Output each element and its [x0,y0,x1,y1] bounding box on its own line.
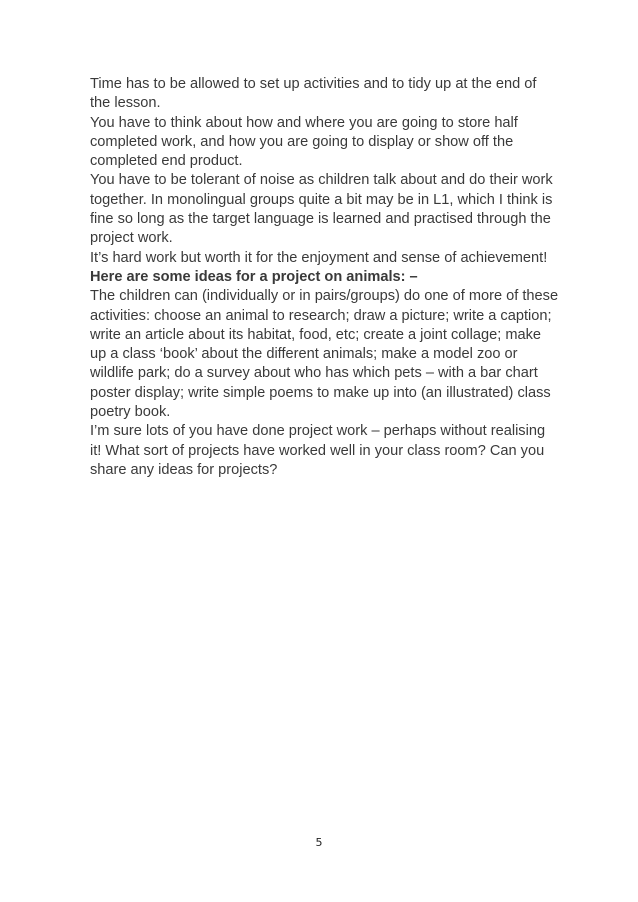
body-text [90,75,560,480]
page-number: 5 [315,836,323,849]
paragraph-noise: You have to be tolerant of noise as children talk about and do their work together. In monolingual groups quite a bit may be in L1, which I think is fine so long as the target language is learned and practised through the project work. [90,172,553,247]
section-heading-animal-project: Here are some ideas for a project on animals: – [90,268,418,285]
paragraph-activities: The children can (individually or in pairs/groups) do one of more of these activities: choose an animal to research; draw a picture; write a caption; write an article about its habitat, food, etc; create a joint collage; make up a class ‘book’ about the different animals; make a model zoo or wildlife park; do a survey about who has which pets – with a bar chart poster display; write simple poems to make up into (an illustrated) class poetry book. [90,288,559,421]
paragraph-hard-work: It’s hard work but worth it for the enjoyment and sense of achievement! [90,249,548,266]
paragraph-share-ideas: I’m sure lots of you have done project work – perhaps without realising it! What sort of projects have worked well in your class room? Can you share any ideas for projects? [90,423,546,478]
paragraph-store-work: You have to think about how and where you are going to store half completed work, and how you are going to display or show off the completed end product. [90,114,518,170]
paragraph-tidy-up: Time has to be allowed to set up activities and to tidy up at the end of the lesson. [90,76,537,112]
